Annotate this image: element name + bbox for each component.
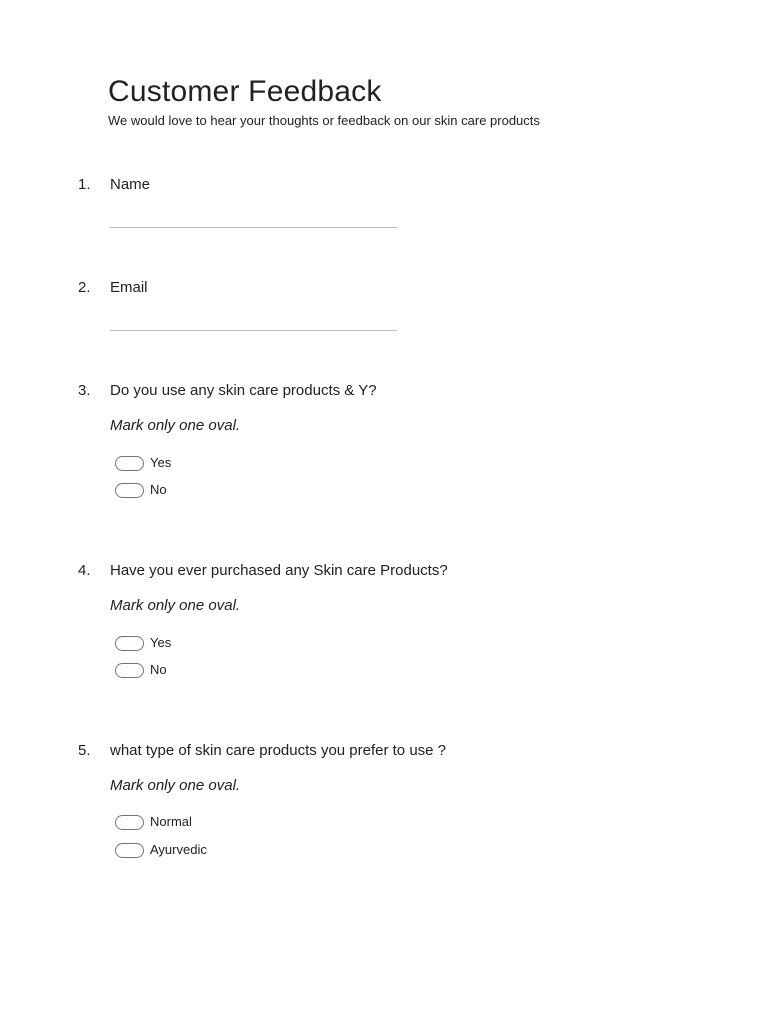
option-no[interactable] xyxy=(115,661,167,679)
radio-oval[interactable] xyxy=(115,843,144,858)
question-title: what type of skin care products you prefer to use ? xyxy=(110,742,447,759)
radio-oval[interactable] xyxy=(115,483,144,498)
question-hint: Mark only one oval. xyxy=(110,777,241,794)
option-label: No xyxy=(150,482,167,497)
question-number: 1. xyxy=(78,176,91,193)
form-description: We would love to hear your thoughts or feedback on our skin care products xyxy=(108,113,540,128)
option-label: No xyxy=(150,662,167,677)
option-label: Yes xyxy=(150,455,172,470)
radio-oval[interactable] xyxy=(115,663,144,678)
option-ayurvedic[interactable] xyxy=(115,841,207,859)
question-title: Do you use any skin care products & Y? xyxy=(110,382,377,399)
option-no[interactable] xyxy=(115,481,167,499)
question-title: Email xyxy=(110,279,148,296)
option-yes[interactable] xyxy=(115,634,171,652)
question-number: 5. xyxy=(78,742,91,759)
question-title: Have you ever purchased any Skin care Products? xyxy=(110,562,448,579)
question-number: 4. xyxy=(78,562,91,579)
option-normal[interactable] xyxy=(115,813,192,831)
question-number: 3. xyxy=(78,382,91,399)
option-label: Normal xyxy=(150,814,192,829)
option-label: Yes xyxy=(150,635,172,650)
question-number: 2. xyxy=(78,279,91,296)
option-label: Ayurvedic xyxy=(150,842,207,857)
name-answer-field[interactable] xyxy=(110,227,397,228)
question-hint: Mark only one oval. xyxy=(110,597,241,614)
form-title: Customer Feedback xyxy=(108,75,382,108)
question-title: Name xyxy=(110,176,151,193)
radio-oval[interactable] xyxy=(115,636,144,651)
radio-oval[interactable] xyxy=(115,815,144,830)
option-yes[interactable] xyxy=(115,454,171,472)
email-answer-field[interactable] xyxy=(110,330,397,331)
radio-oval[interactable] xyxy=(115,456,144,471)
question-hint: Mark only one oval. xyxy=(110,417,241,434)
